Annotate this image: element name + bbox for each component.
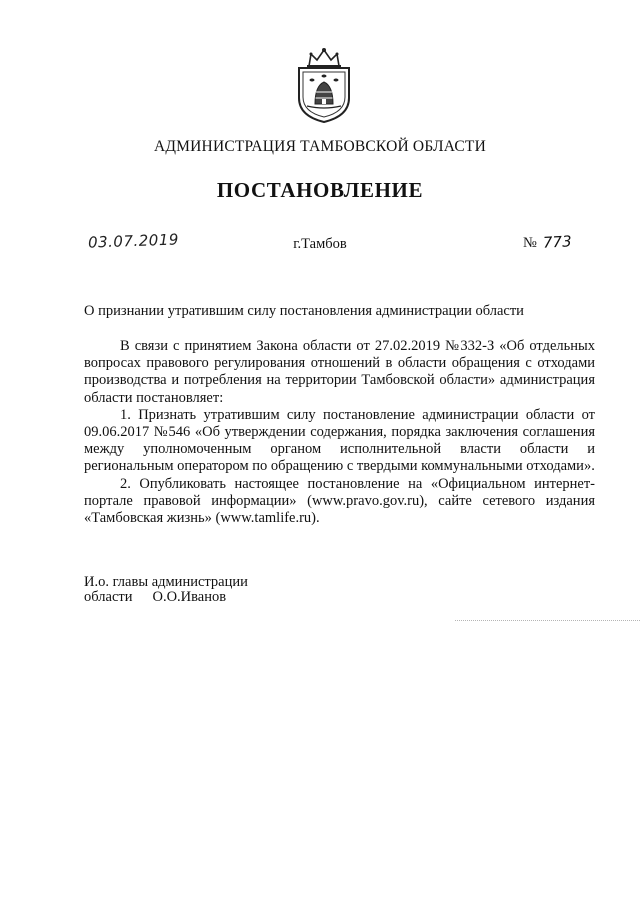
document-city: г.Тамбов	[293, 236, 347, 252]
document-number-label: №	[523, 235, 537, 251]
document-number	[523, 233, 571, 252]
signature-title-line2: области	[84, 589, 133, 605]
organization-name: АДМИНИСТРАЦИЯ ТАМБОВСКОЙ ОБЛАСТИ	[154, 138, 486, 155]
signature-block	[84, 575, 248, 605]
signature-line2	[84, 590, 248, 605]
body-paragraph-item-1: 1. Признать утратившим силу постановление администрации области от 09.06.2017 №546 «Об утверждении содержания, порядка заключения соглашения между уполномоченным органом исполнительной власти области и региональным оператором по обращению с твердыми коммунальными отходами».	[84, 406, 595, 475]
scan-artifact-line	[455, 620, 640, 625]
coat-of-arms-icon	[293, 46, 355, 124]
document-subject: О признании утратившим силу постановления администрации области	[84, 303, 524, 319]
document-body	[84, 338, 595, 527]
body-paragraph-preamble: В связи с принятием Закона области от 27.02.2019 №332-З «Об отдельных вопросах правового регулирования отношений в области обращения с отходами производства и потребления на территории Тамбовской области» администрация области постановляет:	[84, 338, 595, 406]
document-type-title: ПОСТАНОВЛЕНИЕ	[216, 178, 424, 202]
document-date: 03.07.2019	[87, 230, 180, 252]
document-number-value: 773	[542, 232, 572, 252]
signature-title-line1: И.о. главы администрации	[84, 574, 248, 590]
body-paragraph-item-2: 2. Опубликовать настоящее постановление на «Официальном интернет-портале правовой информации» (www.pravo.gov.ru), сайте сетевого издания «Тамбовская жизнь» (www.tamlife.ru).	[84, 475, 595, 527]
signature-name: О.О.Иванов	[152, 589, 227, 605]
